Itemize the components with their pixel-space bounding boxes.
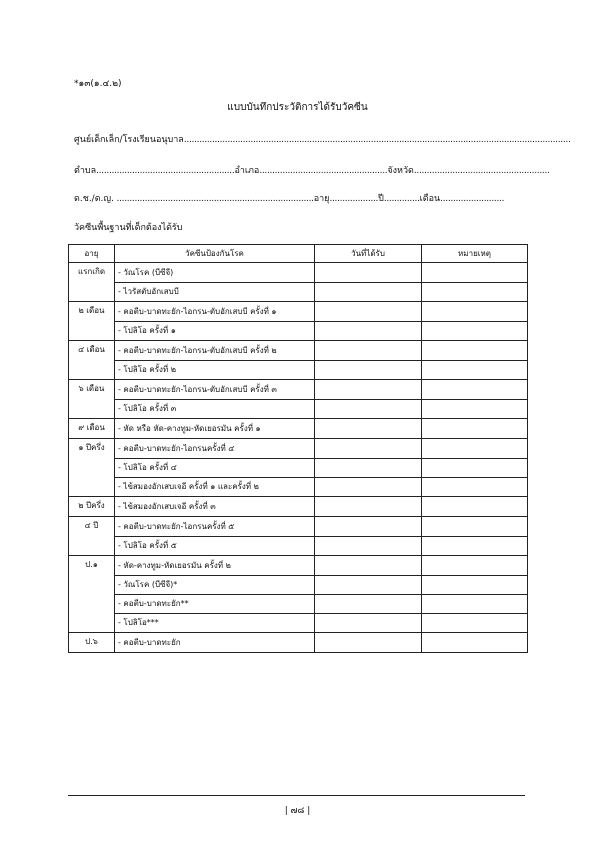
table-row (69, 594, 528, 613)
date-received-cell[interactable] (315, 633, 422, 653)
age-cell: ๔ ปี (69, 517, 115, 537)
page-title: แบบบันทึกประวัติการได้รับวัคซีน (227, 102, 368, 113)
table-row (69, 575, 528, 594)
remarks-cell[interactable] (422, 399, 528, 419)
vaccine-cell: - วัณโรค (บีซีจี) (115, 263, 315, 283)
age-cell: ๑ ปีครึ่ง (69, 439, 115, 459)
date-received-cell[interactable] (315, 380, 422, 400)
vaccine-cell: - คอตีบ-บาดทะยัก-ไอกรน-ตับอักเสบบี ครั้งที่ ๒ (115, 341, 315, 361)
date-received-cell[interactable] (315, 536, 422, 556)
age-cell (69, 282, 115, 302)
remarks-cell[interactable] (422, 613, 528, 633)
table-row (69, 321, 528, 341)
vaccine-cell: - ไข้สมองอักเสบเจอี ครั้งที่ ๑ และครั้งที่ ๒ (115, 477, 315, 497)
vaccine-cell: - โปลิโอ ครั้งที่ ๔ (115, 458, 315, 477)
table-row (69, 633, 528, 653)
date-received-cell[interactable] (315, 282, 422, 302)
vaccine-table (68, 244, 528, 653)
subdistrict-label: ตำบล (74, 166, 97, 176)
province-label: จังหวัด (387, 166, 414, 176)
age-cell (69, 458, 115, 477)
table-row (69, 613, 528, 633)
age-cell (69, 360, 115, 380)
table-row (69, 282, 528, 302)
table-row (69, 302, 528, 322)
age-cell (69, 575, 115, 594)
table-row (69, 536, 528, 556)
table-row (69, 380, 528, 400)
month-label: เดือน (419, 194, 441, 204)
age-cell: ๒ เดือน (69, 302, 115, 322)
date-received-cell[interactable] (315, 556, 422, 576)
table-row (69, 439, 528, 459)
age-cell (69, 613, 115, 633)
vaccine-cell: - คอตีบ-บาดทะยัก-ไอกรนครั้งที่ ๔ (115, 439, 315, 459)
date-received-cell[interactable] (315, 458, 422, 477)
date-received-cell[interactable] (315, 477, 422, 497)
vaccine-cell: - คอตีบ-บาดทะยัก-ไอกรน-ตับอักเสบบี ครั้งที่ ๑ (115, 302, 315, 322)
age-cell (69, 536, 115, 556)
vaccine-cell: - หัด-คางทูม-หัดเยอรมัน ครั้งที่ ๒ (115, 556, 315, 576)
date-received-cell[interactable] (315, 302, 422, 322)
age-cell: ๙ เดือน (69, 419, 115, 439)
table-row (69, 360, 528, 380)
date-received-cell[interactable] (315, 575, 422, 594)
age-cell (69, 399, 115, 419)
table-row (69, 477, 528, 497)
age-cell (69, 477, 115, 497)
vaccine-cell: - วัณโรค (บีซีจี)* (115, 575, 315, 594)
age-cell: ป.๑ (69, 556, 115, 576)
header-date-received: วันที่ได้รับ (315, 245, 422, 263)
child-label: ด.ช./ด.ญ. (74, 194, 114, 204)
date-received-cell[interactable] (315, 321, 422, 341)
date-received-cell[interactable] (315, 341, 422, 361)
school-field-line: ศูนย์เด็กเล็ก/โรงเรียนอนุบาล....................................................................................................................................................... (74, 135, 571, 145)
remarks-cell[interactable] (422, 263, 528, 283)
table-row (69, 399, 528, 419)
date-received-cell[interactable] (315, 263, 422, 283)
date-received-cell[interactable] (315, 517, 422, 537)
district-label: อำเภอ (234, 166, 260, 176)
date-received-cell[interactable] (315, 360, 422, 380)
age-label: อายุ (313, 194, 330, 204)
age-cell: ๔ เดือน (69, 341, 115, 361)
vaccine-cell: - คอตีบ-บาดทะยัก** (115, 594, 315, 613)
table-subtitle: วัคซีนพื้นฐานที่เด็กต้องได้รับ (74, 223, 183, 233)
vaccine-cell: - โปลิโอ ครั้งที่ ๒ (115, 360, 315, 380)
date-received-cell[interactable] (315, 439, 422, 459)
table-header-row (69, 245, 528, 263)
remarks-cell[interactable] (422, 517, 528, 537)
child-field-line: ด.ช./ด.ญ. .............................................................................อายุ...................ปี..............เดือน......................... (74, 194, 505, 204)
vaccine-cell: - โปลิโอ ครั้งที่ ๓ (115, 399, 315, 419)
remarks-cell[interactable] (422, 360, 528, 380)
year-label: ปี (378, 194, 384, 204)
remarks-cell[interactable] (422, 458, 528, 477)
age-cell (69, 594, 115, 613)
table-row (69, 517, 528, 537)
header-age: อายุ (69, 245, 115, 263)
form-code: *๑๓(๑.๔.๒) (74, 79, 122, 89)
school-label: ศูนย์เด็กเล็ก/โรงเรียนอนุบาล (74, 135, 184, 145)
table-row (69, 556, 528, 576)
vaccine-cell: - ไวรัสตับอักเสบบี (115, 282, 315, 302)
age-cell: แรกเกิด (69, 263, 115, 283)
remarks-cell[interactable] (422, 556, 528, 576)
age-cell (69, 321, 115, 341)
remarks-cell[interactable] (422, 282, 528, 302)
vaccine-cell: - หัด หรือ หัด-คางทูม-หัดเยอรมัน ครั้งที่ ๑ (115, 419, 315, 439)
location-field-line: ตำบล......................................................อำเภอ..................................................จังหวัด..................................................... (74, 166, 550, 176)
vaccine-cell: - คอตีบ-บาดทะยัก-ไอกรนครั้งที่ ๕ (115, 517, 315, 537)
remarks-cell[interactable] (422, 321, 528, 341)
remarks-cell[interactable] (422, 439, 528, 459)
date-received-cell[interactable] (315, 594, 422, 613)
vaccine-cell: - คอตีบ-บาดทะยัก (115, 633, 315, 653)
vaccine-cell: - โปลิโอ ครั้งที่ ๑ (115, 321, 315, 341)
date-received-cell[interactable] (315, 399, 422, 419)
vaccine-cell: - ไข้สมองอักเสบเจอี ครั้งที่ ๓ (115, 497, 315, 517)
vaccine-cell: - คอตีบ-บาดทะยัก-ไอกรน-ตับอักเสบบี ครั้งที่ ๓ (115, 380, 315, 400)
table-row (69, 341, 528, 361)
age-cell: ๒ ปีครึ่ง (69, 497, 115, 517)
vaccine-cell: - โปลิโอ*** (115, 613, 315, 633)
remarks-cell[interactable] (422, 536, 528, 556)
date-received-cell[interactable] (315, 613, 422, 633)
remarks-cell[interactable] (422, 419, 528, 439)
remarks-cell[interactable] (422, 477, 528, 497)
header-remarks: หมายเหตุ (422, 245, 528, 263)
header-vaccine: วัคซีนป้องกันโรค (115, 245, 315, 263)
remarks-cell[interactable] (422, 633, 528, 653)
remarks-cell[interactable] (422, 302, 528, 322)
table-row (69, 458, 528, 477)
date-received-cell[interactable] (315, 419, 422, 439)
page-number: | ๗๘ | (284, 806, 311, 816)
date-received-cell[interactable] (315, 497, 422, 517)
vaccine-cell: - โปลิโอ ครั้งที่ ๕ (115, 536, 315, 556)
remarks-cell[interactable] (422, 341, 528, 361)
age-cell: ป.๖ (69, 633, 115, 653)
remarks-cell[interactable] (422, 594, 528, 613)
table-row (69, 263, 528, 283)
table-row (69, 497, 528, 517)
remarks-cell[interactable] (422, 380, 528, 400)
remarks-cell[interactable] (422, 575, 528, 594)
table-row (69, 419, 528, 439)
remarks-cell[interactable] (422, 497, 528, 517)
age-cell: ๖ เดือน (69, 380, 115, 400)
footer-divider (68, 795, 525, 796)
